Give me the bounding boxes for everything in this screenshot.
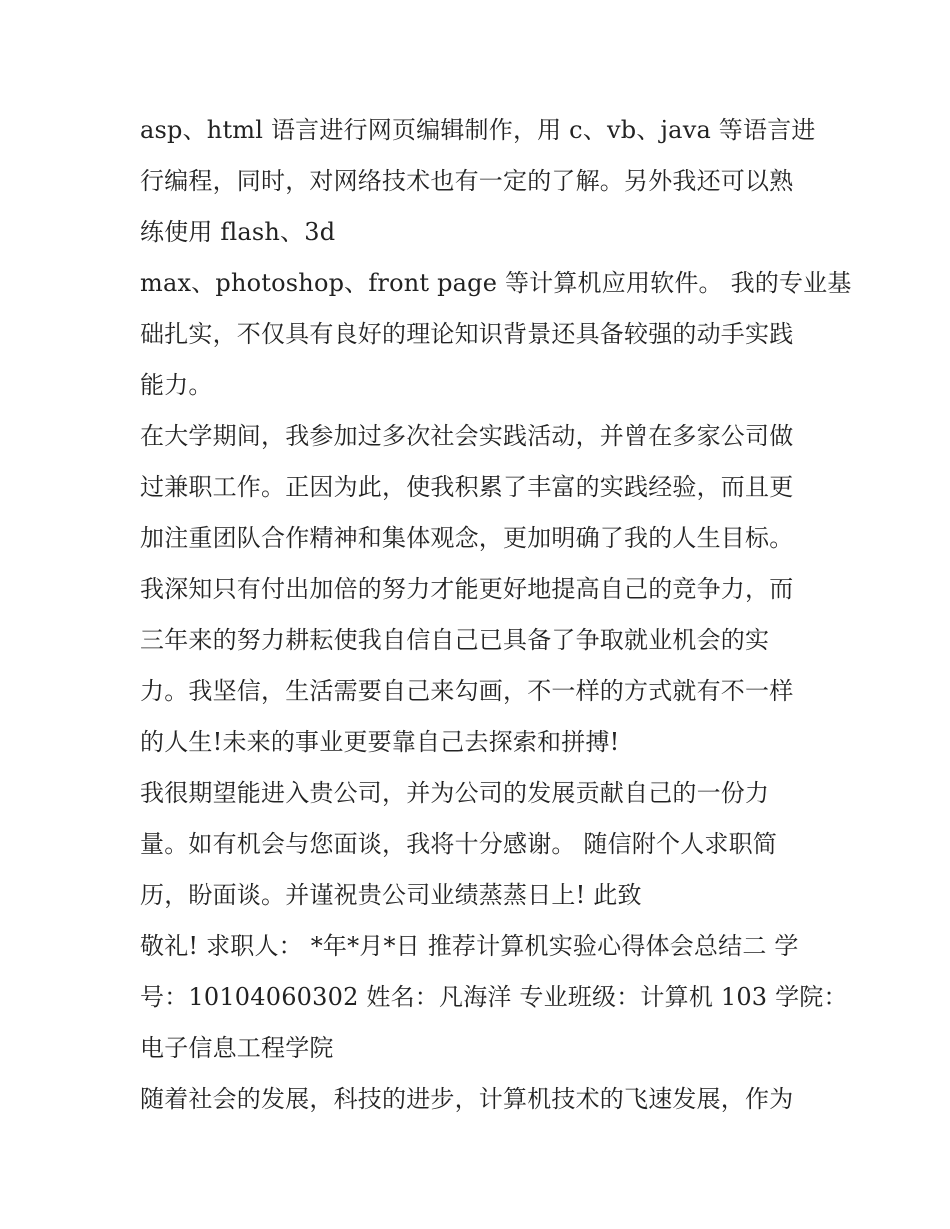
text-line: 我很期望能进入贵公司，并为公司的发展贡献自己的一份力 [140, 779, 770, 807]
text-line: 加注重团队合作精神和集体观念，更加明确了我的人生目标。 [140, 524, 794, 552]
text-line: 敬礼! 求职人： *年*月*日 推荐计算机实验心得体会总结二 学 [140, 932, 799, 960]
text-line: 量。如有机会与您面谈，我将十分感谢。 随信附个人求职简 [140, 830, 778, 858]
text-line: 过兼职工作。正因为此，使我积累了丰富的实践经验，而且更 [140, 473, 794, 501]
text-line: 三年来的努力耕耘使我自信自己已具备了争取就业机会的实 [140, 626, 770, 654]
text-line: 练使用 flash、3d [140, 218, 336, 246]
text-line: 我深知只有付出加倍的努力才能更好地提高自己的竞争力，而 [140, 575, 794, 603]
text-line: 力。我坚信，生活需要自己来勾画，不一样的方式就有不一样 [140, 677, 794, 705]
text-line: 础扎实，不仅具有良好的理论知识背景还具备较强的动手实践 [140, 320, 794, 348]
text-line: 电子信息工程学院 [140, 1034, 334, 1062]
document-body [140, 105, 852, 1125]
text-line: 历，盼面谈。并谨祝贵公司业绩蒸蒸日上! 此致 [140, 881, 642, 909]
text-line: 行编程，同时，对网络技术也有一定的了解。另外我还可以熟 [140, 167, 794, 195]
text-line: 在大学期间，我参加过多次社会实践活动，并曾在多家公司做 [140, 422, 794, 450]
text-line: 随着社会的发展，科技的进步，计算机技术的飞速发展，作为 [140, 1085, 794, 1113]
text-line: asp、html 语言进行网页编辑制作，用 c、vb、java 等语言进 [140, 116, 816, 144]
text-line: 的人生!未来的事业更要靠自己去探索和拼搏! [140, 728, 620, 756]
text-line: 能力。 [140, 371, 213, 399]
text-line: max、photoshop、front page 等计算机应用软件。 我的专业基 [140, 269, 852, 297]
text-line: 号：10104060302 姓名：凡海洋 专业班级：计算机 103 学院： [140, 983, 848, 1011]
